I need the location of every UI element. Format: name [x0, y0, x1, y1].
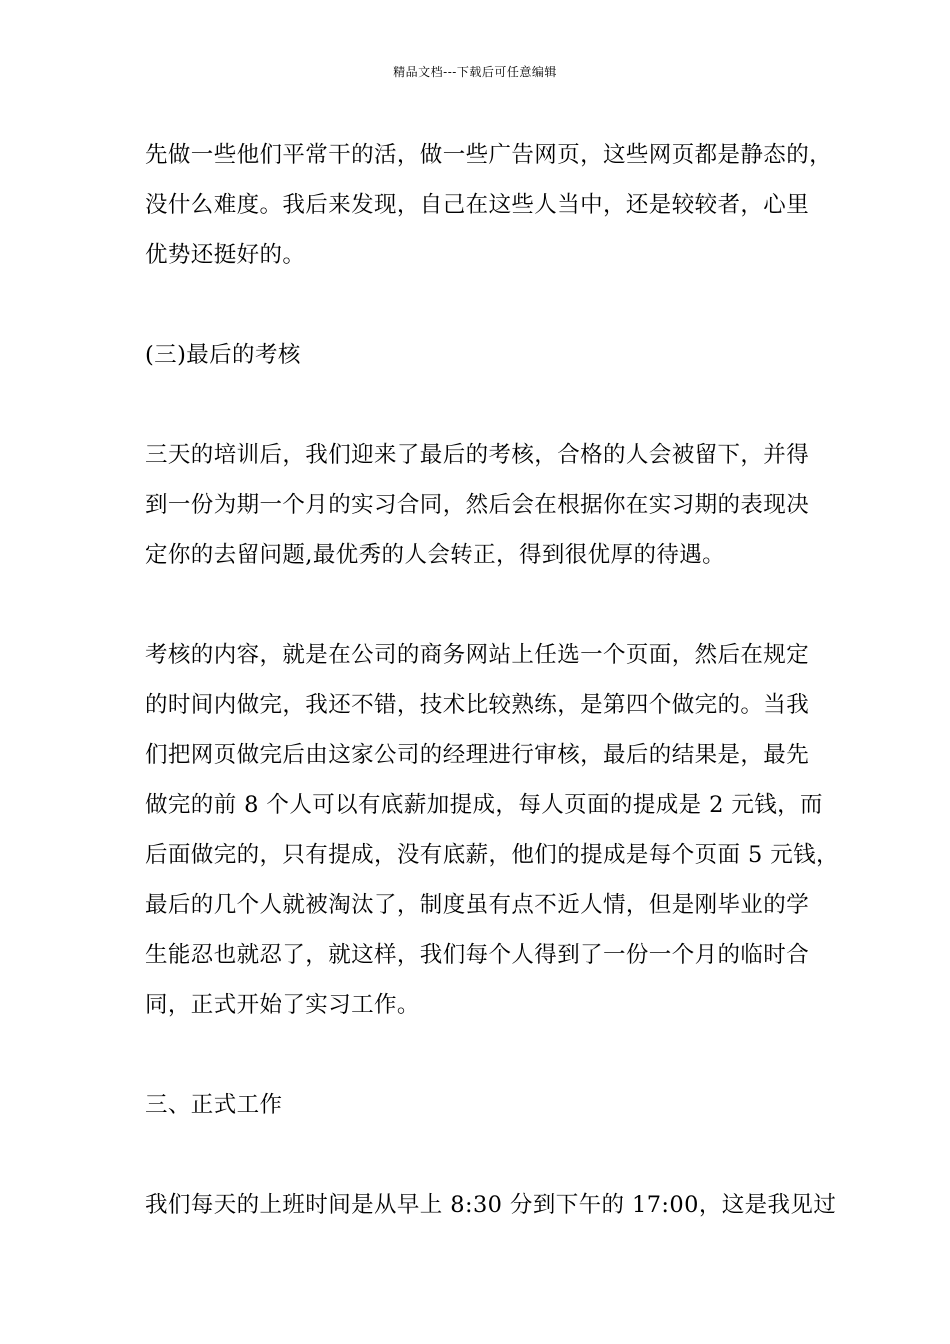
text-line: 最后的几个人就被淘汰了，制度虽有点不近人情，但是刚毕业的学 — [145, 892, 810, 918]
paragraph-gap — [145, 380, 825, 430]
paragraph-gap — [145, 1130, 825, 1180]
paragraph-gap — [145, 1030, 825, 1080]
paragraph-assessment-content — [145, 630, 839, 1030]
document-body — [145, 130, 839, 1230]
text-line: 生能忍也就忍了，就这样，我们每个人得到了一份一个月的临时合 — [145, 942, 810, 968]
heading-line: 三、正式工作 — [145, 1092, 283, 1118]
text-line: 同，正式开始了实习工作。 — [145, 992, 420, 1018]
heading-line: (三)最后的考核 — [145, 342, 301, 368]
paragraph-gap — [145, 580, 825, 630]
text-line: 三天的培训后，我们迎来了最后的考核，合格的人会被留下，并得 — [145, 442, 810, 468]
section-heading-formal-work — [145, 1080, 825, 1130]
text-line: 做完的前 8 个人可以有底薪加提成，每人页面的提成是 2 元钱，而 — [145, 792, 823, 818]
text-line: 们把网页做完后由这家公司的经理进行审核，最后的结果是，最先 — [145, 742, 810, 768]
text-line: 没什么难度。我后来发现，自己在这些人当中，还是较较者，心里 — [145, 192, 810, 218]
text-line: 考核的内容，就是在公司的商务网站上任选一个页面，然后在规定 — [145, 642, 810, 668]
text-line: 到一份为期一个月的实习合同，然后会在根据你在实习期的表现决 — [145, 492, 810, 518]
paragraph-work-hours — [145, 1180, 837, 1230]
text-line: 定你的去留问题,最优秀的人会转正，得到很优厚的待遇。 — [145, 542, 726, 568]
text-line: 我们每天的上班时间是从早上 8:30 分到下午的 17:00，这是我见过 — [145, 1192, 837, 1218]
text-line: 后面做完的，只有提成，没有底薪，他们的提成是每个页面 5 元钱， — [145, 842, 839, 868]
text-line: 优势还挺好的。 — [145, 242, 306, 268]
paragraph-gap — [145, 280, 825, 330]
paragraph-intro-work — [145, 130, 833, 280]
paragraph-training-result — [145, 430, 825, 580]
text-line: 的时间内做完，我还不错，技术比较熟练，是第四个做完的。当我 — [145, 692, 810, 718]
page-header: 精品文档---下载后可任意编辑 — [393, 65, 557, 79]
text-line: 先做一些他们平常干的活，做一些广告网页，这些网页都是静态的， — [145, 142, 833, 168]
section-heading-final-assessment — [145, 330, 825, 380]
